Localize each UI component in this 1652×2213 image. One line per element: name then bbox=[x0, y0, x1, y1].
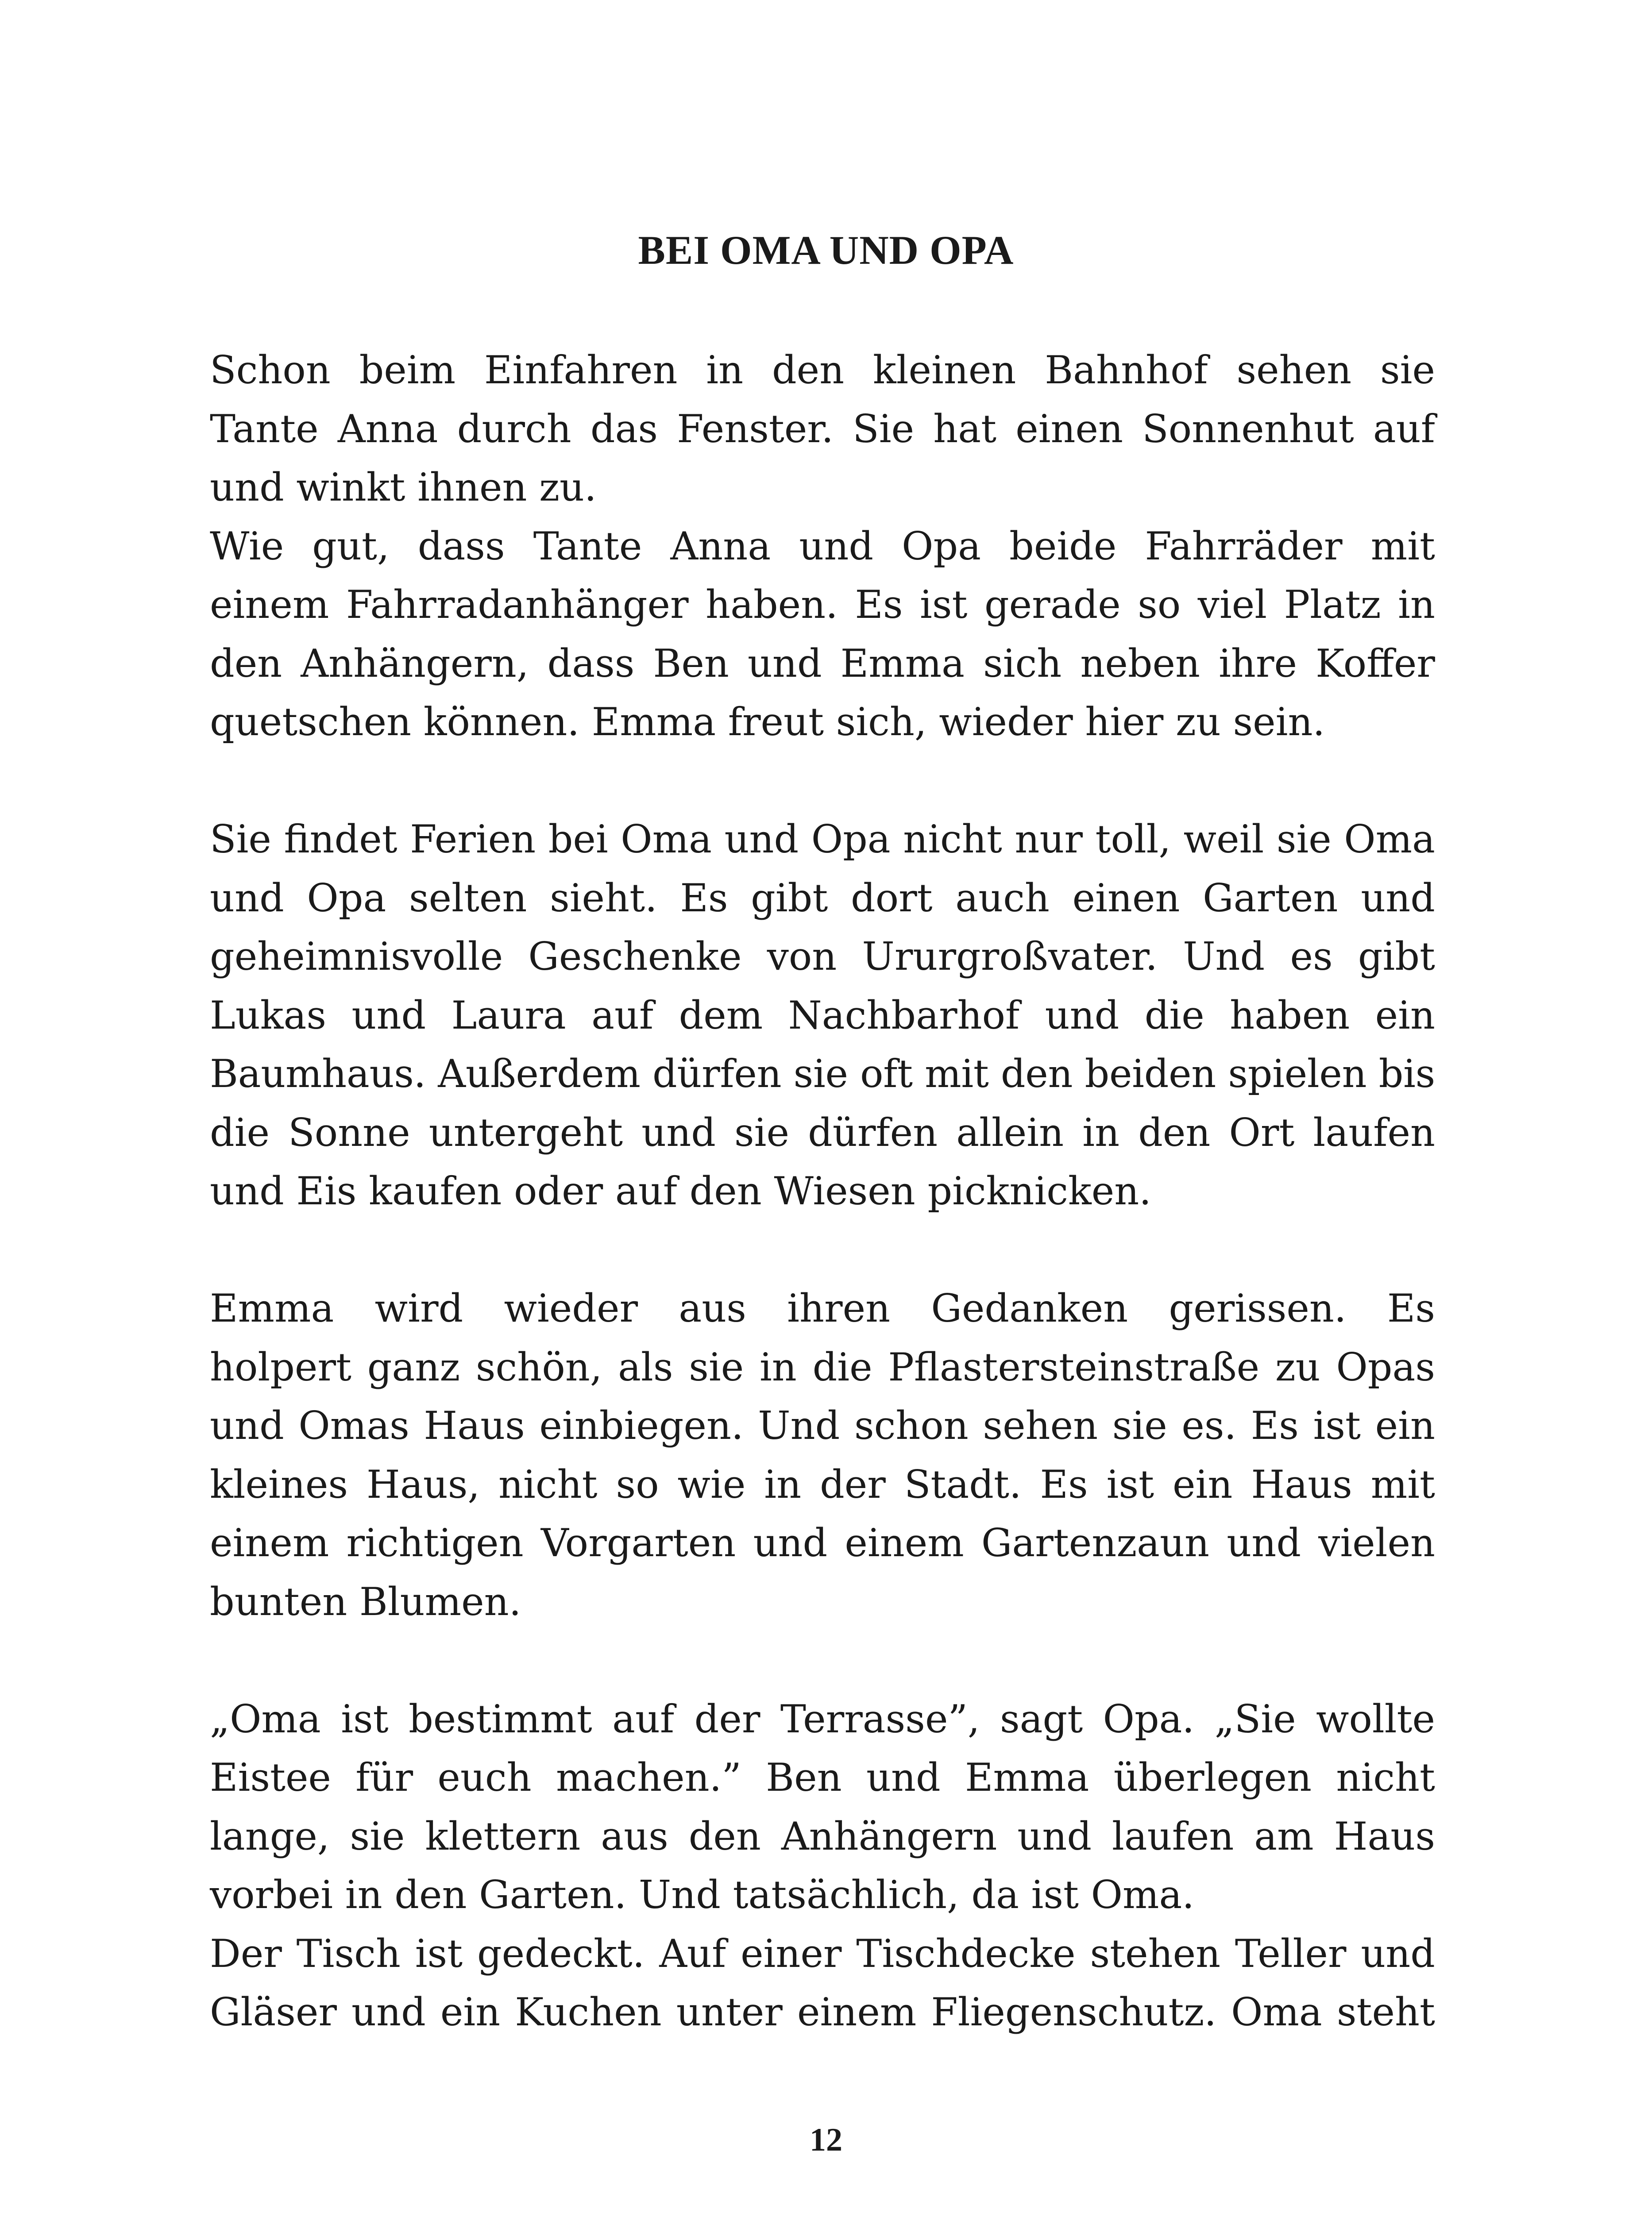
text-line: geheimnisvolle Geschenke von Ururgroßvater. Und es gibt bbox=[210, 934, 1435, 979]
text-line: Der Tisch ist gedeckt. Auf einer Tischdecke stehen Teller und bbox=[210, 1931, 1435, 1976]
text-line: den Anhängern, dass Ben und Emma sich neben ihre Koffer bbox=[210, 640, 1435, 686]
text-line: lange, sie klettern aus den Anhängern und laufen am Haus bbox=[210, 1813, 1435, 1859]
text-line: bunten Blumen. bbox=[210, 1579, 521, 1624]
paragraph-5 bbox=[210, 1690, 1435, 1924]
chapter-title: BEI OMA UND OPA bbox=[638, 227, 1014, 273]
text-line: die Sonne untergeht und sie dürfen allein in den Ort laufen bbox=[210, 1110, 1435, 1155]
text-line: einem Fahrradanhänger haben. Es ist gerade so viel Platz in bbox=[210, 582, 1435, 627]
text-line: Eistee für euch machen.” Ben und Emma überlegen nicht bbox=[210, 1755, 1435, 1800]
text-line: und Eis kaufen oder auf den Wiesen picknicken. bbox=[210, 1168, 1151, 1214]
body-text bbox=[210, 341, 1435, 2042]
text-line: „Oma ist bestimmt auf der Terrasse”, sagt Opa. „Sie wollte bbox=[210, 1696, 1435, 1742]
text-line: und Omas Haus einbiegen. Und schon sehen sie es. Es ist ein bbox=[210, 1403, 1435, 1448]
text-line: kleines Haus, nicht so wie in der Stadt. Es ist ein Haus mit bbox=[210, 1461, 1435, 1507]
text-line: Wie gut, dass Tante Anna und Opa beide Fahrräder mit bbox=[210, 523, 1435, 569]
text-line: und Opa selten sieht. Es gibt dort auch einen Garten und bbox=[210, 875, 1435, 921]
text-line: Emma wird wieder aus ihren Gedanken gerissen. Es bbox=[210, 1286, 1435, 1331]
text-line: vorbei in den Garten. Und tatsächlich, da ist Oma. bbox=[210, 1872, 1195, 1917]
text-line: und winkt ihnen zu. bbox=[210, 465, 597, 510]
text-line: Gläser und ein Kuchen unter einem Fliegenschutz. Oma steht bbox=[210, 1989, 1435, 2035]
text-line: quetschen können. Emma freut sich, wieder hier zu sein. bbox=[210, 699, 1325, 744]
text-line: Sie findet Ferien bei Oma und Opa nicht nur toll, weil sie Oma bbox=[210, 817, 1435, 862]
paragraph-1 bbox=[210, 341, 1435, 517]
text-line: Baumhaus. Außerdem dürfen sie oft mit den beiden spielen bis bbox=[210, 1051, 1435, 1096]
text-line: holpert ganz schön, als sie in die Pflastersteinstraße zu Opas bbox=[210, 1344, 1435, 1390]
text-line: Schon beim Einfahren in den kleinen Bahnhof sehen sie bbox=[210, 347, 1435, 393]
paragraph-2 bbox=[210, 517, 1435, 752]
text-line: Tante Anna durch das Fenster. Sie hat einen Sonnenhut auf bbox=[210, 406, 1435, 451]
text-line: Lukas und Laura auf dem Nachbarhof und die haben ein bbox=[210, 992, 1435, 1038]
paragraph-3 bbox=[210, 810, 1435, 1221]
paragraph-6 bbox=[210, 1924, 1435, 2042]
text-line: einem richtigen Vorgarten und einem Gartenzaun und vielen bbox=[210, 1520, 1435, 1565]
paragraph-4 bbox=[210, 1279, 1435, 1631]
page-number: 12 bbox=[810, 2122, 842, 2158]
